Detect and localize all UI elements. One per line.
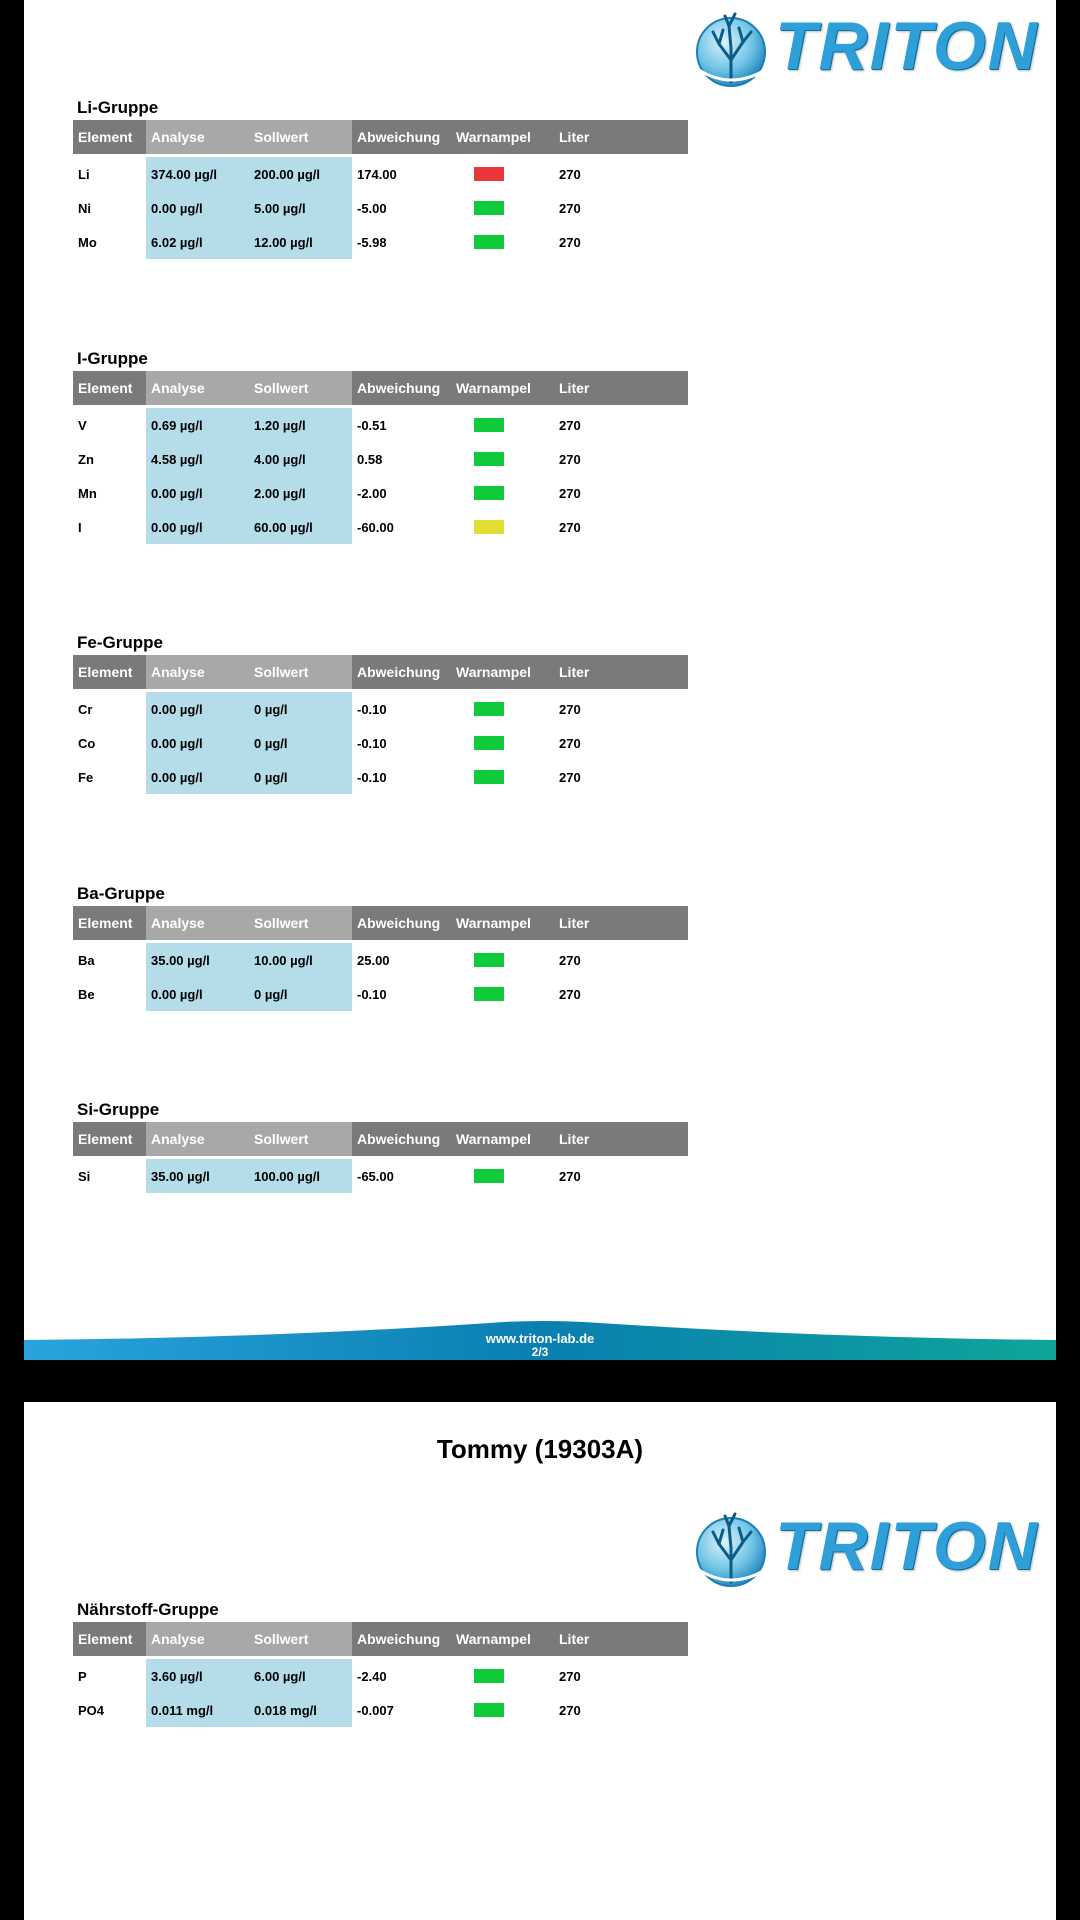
cell-element: V bbox=[78, 417, 87, 433]
table-row bbox=[73, 977, 688, 1011]
cell-sollwert: 0 µg/l bbox=[249, 691, 352, 727]
cell-sollwert: 200.00 µg/l bbox=[249, 156, 352, 192]
cell-sollwert: 6.00 µg/l bbox=[249, 1658, 352, 1694]
column-header-abweichung: Abweichung bbox=[352, 655, 451, 691]
column-header-sollwert: Sollwert bbox=[249, 1622, 352, 1658]
table-row bbox=[73, 726, 688, 760]
cell-analyse: 6.02 µg/l bbox=[146, 225, 249, 259]
cell-element: Mo bbox=[78, 234, 97, 250]
cell-element: Zn bbox=[78, 451, 94, 467]
table-row bbox=[73, 691, 688, 727]
column-header-abweichung: Abweichung bbox=[352, 1122, 451, 1158]
warning-light-green bbox=[474, 1703, 504, 1717]
cell-abweichung: -2.00 bbox=[357, 485, 387, 501]
column-header-element: Element bbox=[73, 906, 146, 942]
table-header-row bbox=[73, 655, 688, 691]
table-row bbox=[73, 760, 688, 794]
warning-light-cell bbox=[451, 225, 554, 259]
column-header-abweichung: Abweichung bbox=[352, 1622, 451, 1658]
cell-liter: 270 bbox=[559, 234, 581, 250]
column-header-element: Element bbox=[73, 120, 146, 156]
cell-analyse: 0.00 µg/l bbox=[146, 510, 249, 544]
warning-light-cell bbox=[451, 407, 554, 443]
cell-liter: 270 bbox=[559, 166, 581, 182]
column-header-liter: Liter bbox=[554, 1122, 688, 1158]
column-header-element: Element bbox=[73, 655, 146, 691]
cell-element: Li bbox=[78, 166, 90, 182]
column-header-liter: Liter bbox=[554, 655, 688, 691]
cell-abweichung: -0.10 bbox=[357, 769, 387, 785]
triton-logo bbox=[691, 0, 1039, 90]
cell-sollwert: 60.00 µg/l bbox=[249, 510, 352, 544]
warning-light-green bbox=[474, 1669, 504, 1683]
group-li-gruppe bbox=[73, 96, 688, 259]
cell-abweichung: 25.00 bbox=[357, 952, 390, 968]
column-header-sollwert: Sollwert bbox=[249, 906, 352, 942]
warning-light-green bbox=[474, 702, 504, 716]
table-row bbox=[73, 225, 688, 259]
cell-sollwert: 2.00 µg/l bbox=[249, 476, 352, 510]
column-header-liter: Liter bbox=[554, 906, 688, 942]
table-row bbox=[73, 156, 688, 192]
cell-sollwert: 4.00 µg/l bbox=[249, 442, 352, 476]
table-row bbox=[73, 1693, 688, 1727]
report-page-3 bbox=[24, 1402, 1056, 1920]
cell-sollwert: 5.00 µg/l bbox=[249, 191, 352, 225]
results-table bbox=[73, 371, 688, 544]
column-header-analyse: Analyse bbox=[146, 120, 249, 156]
results-table bbox=[73, 1622, 688, 1727]
document-title: Tommy (19303A) bbox=[436, 1434, 644, 1464]
table-row bbox=[73, 191, 688, 225]
warning-light-cell bbox=[451, 476, 554, 510]
group-title: Si-Gruppe bbox=[77, 1100, 160, 1119]
table-header-row bbox=[73, 120, 688, 156]
cell-analyse: 0.00 µg/l bbox=[146, 726, 249, 760]
cell-element: Be bbox=[78, 986, 95, 1002]
warning-light-cell bbox=[451, 726, 554, 760]
cell-element: P bbox=[78, 1668, 87, 1684]
column-header-warnampel: Warnampel bbox=[451, 1122, 554, 1158]
cell-analyse: 0.00 µg/l bbox=[146, 760, 249, 794]
cell-abweichung: -0.007 bbox=[357, 1702, 394, 1718]
cell-abweichung: -65.00 bbox=[357, 1168, 394, 1184]
column-header-warnampel: Warnampel bbox=[451, 655, 554, 691]
table-row bbox=[73, 407, 688, 443]
cell-liter: 270 bbox=[559, 952, 581, 968]
cell-analyse: 374.00 µg/l bbox=[146, 156, 249, 192]
cell-element: Cr bbox=[78, 701, 93, 717]
cell-element: Co bbox=[78, 735, 96, 751]
cell-liter: 270 bbox=[559, 701, 581, 717]
group-title: Ba-Gruppe bbox=[77, 884, 165, 903]
logo-wordmark: TRITON bbox=[775, 1508, 1039, 1584]
warning-light-red bbox=[474, 167, 504, 181]
warning-light-cell bbox=[451, 1658, 554, 1694]
warning-light-yellow bbox=[474, 520, 504, 534]
results-table bbox=[73, 655, 688, 794]
warning-light-green bbox=[474, 235, 504, 249]
column-header-abweichung: Abweichung bbox=[352, 906, 451, 942]
cell-liter: 270 bbox=[559, 735, 581, 751]
cell-abweichung: -5.98 bbox=[357, 234, 387, 250]
cell-analyse: 0.011 mg/l bbox=[146, 1693, 249, 1727]
group-title: Nährstoff-Gruppe bbox=[77, 1600, 219, 1619]
cell-sollwert: 100.00 µg/l bbox=[249, 1158, 352, 1194]
cell-sollwert: 0 µg/l bbox=[249, 726, 352, 760]
table-row bbox=[73, 510, 688, 544]
cell-liter: 270 bbox=[559, 986, 581, 1002]
table-header-row bbox=[73, 1122, 688, 1158]
cell-element: Mn bbox=[78, 485, 97, 501]
warning-light-green bbox=[474, 201, 504, 215]
table-header-row bbox=[73, 371, 688, 407]
footer-url[interactable]: www.triton-lab.de bbox=[485, 1331, 595, 1346]
column-header-analyse: Analyse bbox=[146, 655, 249, 691]
warning-light-green bbox=[474, 486, 504, 500]
cell-analyse: 3.60 µg/l bbox=[146, 1658, 249, 1694]
cell-liter: 270 bbox=[559, 417, 581, 433]
group-title: I-Gruppe bbox=[77, 349, 148, 368]
group-i-gruppe bbox=[73, 347, 688, 544]
cell-abweichung: -2.40 bbox=[357, 1668, 387, 1684]
table-header-row bbox=[73, 1622, 688, 1658]
cell-element: Si bbox=[78, 1168, 91, 1184]
footer-page-number: 2/3 bbox=[531, 1345, 549, 1359]
warning-light-cell bbox=[451, 977, 554, 1011]
table-row bbox=[73, 942, 688, 978]
cell-element: I bbox=[78, 519, 82, 535]
table-row bbox=[73, 1158, 688, 1194]
column-header-analyse: Analyse bbox=[146, 1622, 249, 1658]
column-header-warnampel: Warnampel bbox=[451, 1622, 554, 1658]
column-header-analyse: Analyse bbox=[146, 906, 249, 942]
cell-sollwert: 10.00 µg/l bbox=[249, 942, 352, 978]
cell-abweichung: -60.00 bbox=[357, 519, 394, 535]
cell-analyse: 4.58 µg/l bbox=[146, 442, 249, 476]
column-header-abweichung: Abweichung bbox=[352, 371, 451, 407]
group-title: Fe-Gruppe bbox=[77, 633, 163, 652]
column-header-sollwert: Sollwert bbox=[249, 1122, 352, 1158]
cell-sollwert: 12.00 µg/l bbox=[249, 225, 352, 259]
cell-abweichung: -0.51 bbox=[357, 417, 387, 433]
coral-globe-icon bbox=[693, 4, 773, 88]
warning-light-green bbox=[474, 953, 504, 967]
warning-light-cell bbox=[451, 691, 554, 727]
cell-element: Fe bbox=[78, 769, 94, 785]
table-row bbox=[73, 442, 688, 476]
warning-light-green bbox=[474, 418, 504, 432]
column-header-analyse: Analyse bbox=[146, 1122, 249, 1158]
warning-light-green bbox=[474, 1169, 504, 1183]
column-header-element: Element bbox=[73, 371, 146, 407]
column-header-element: Element bbox=[73, 1122, 146, 1158]
report-page-2 bbox=[24, 0, 1056, 1360]
warning-light-cell bbox=[451, 191, 554, 225]
column-header-sollwert: Sollwert bbox=[249, 371, 352, 407]
column-header-abweichung: Abweichung bbox=[352, 120, 451, 156]
cell-analyse: 0.00 µg/l bbox=[146, 476, 249, 510]
group-n-hrstoff-gruppe bbox=[73, 1598, 688, 1727]
group-si-gruppe bbox=[73, 1098, 688, 1193]
warning-light-cell bbox=[451, 1693, 554, 1727]
cell-liter: 270 bbox=[559, 485, 581, 501]
cell-liter: 270 bbox=[559, 769, 581, 785]
cell-element: PO4 bbox=[78, 1702, 105, 1718]
cell-analyse: 35.00 µg/l bbox=[146, 942, 249, 978]
group-ba-gruppe bbox=[73, 882, 688, 1011]
warning-light-green bbox=[474, 987, 504, 1001]
warning-light-cell bbox=[451, 442, 554, 476]
cell-abweichung: -0.10 bbox=[357, 735, 387, 751]
cell-analyse: 0.69 µg/l bbox=[146, 407, 249, 443]
cell-analyse: 0.00 µg/l bbox=[146, 691, 249, 727]
warning-light-green bbox=[474, 452, 504, 466]
coral-globe-icon bbox=[693, 1504, 773, 1588]
cell-analyse: 35.00 µg/l bbox=[146, 1158, 249, 1194]
column-header-element: Element bbox=[73, 1622, 146, 1658]
group-fe-gruppe bbox=[73, 631, 688, 794]
cell-abweichung: 174.00 bbox=[357, 166, 397, 182]
column-header-sollwert: Sollwert bbox=[249, 655, 352, 691]
column-header-liter: Liter bbox=[554, 1622, 688, 1658]
column-header-liter: Liter bbox=[554, 371, 688, 407]
warning-light-green bbox=[474, 770, 504, 784]
cell-analyse: 0.00 µg/l bbox=[146, 977, 249, 1011]
results-table bbox=[73, 120, 688, 259]
table-row bbox=[73, 1658, 688, 1694]
results-table bbox=[73, 906, 688, 1011]
cell-liter: 270 bbox=[559, 1668, 581, 1684]
cell-element: Ba bbox=[78, 952, 95, 968]
column-header-warnampel: Warnampel bbox=[451, 120, 554, 156]
cell-sollwert: 0 µg/l bbox=[249, 760, 352, 794]
column-header-analyse: Analyse bbox=[146, 371, 249, 407]
logo-wordmark: TRITON bbox=[775, 8, 1039, 84]
warning-light-cell bbox=[451, 760, 554, 794]
cell-analyse: 0.00 µg/l bbox=[146, 191, 249, 225]
column-header-warnampel: Warnampel bbox=[451, 371, 554, 407]
results-table bbox=[73, 1122, 688, 1193]
cell-liter: 270 bbox=[559, 1702, 581, 1718]
warning-light-cell bbox=[451, 1158, 554, 1194]
triton-logo bbox=[691, 1500, 1039, 1590]
cell-sollwert: 1.20 µg/l bbox=[249, 407, 352, 443]
cell-liter: 270 bbox=[559, 1168, 581, 1184]
column-header-warnampel: Warnampel bbox=[451, 906, 554, 942]
cell-abweichung: -0.10 bbox=[357, 986, 387, 1002]
cell-element: Ni bbox=[78, 200, 91, 216]
cell-abweichung: 0.58 bbox=[357, 451, 383, 467]
table-header-row bbox=[73, 906, 688, 942]
column-header-sollwert: Sollwert bbox=[249, 120, 352, 156]
warning-light-green bbox=[474, 736, 504, 750]
column-header-liter: Liter bbox=[554, 120, 688, 156]
warning-light-cell bbox=[451, 510, 554, 544]
cell-abweichung: -0.10 bbox=[357, 701, 387, 717]
cell-sollwert: 0 µg/l bbox=[249, 977, 352, 1011]
warning-light-cell bbox=[451, 942, 554, 978]
cell-liter: 270 bbox=[559, 200, 581, 216]
cell-liter: 270 bbox=[559, 451, 581, 467]
table-row bbox=[73, 476, 688, 510]
cell-sollwert: 0.018 mg/l bbox=[249, 1693, 352, 1727]
cell-abweichung: -5.00 bbox=[357, 200, 387, 216]
warning-light-cell bbox=[451, 156, 554, 192]
group-title: Li-Gruppe bbox=[77, 98, 159, 117]
cell-liter: 270 bbox=[559, 519, 581, 535]
